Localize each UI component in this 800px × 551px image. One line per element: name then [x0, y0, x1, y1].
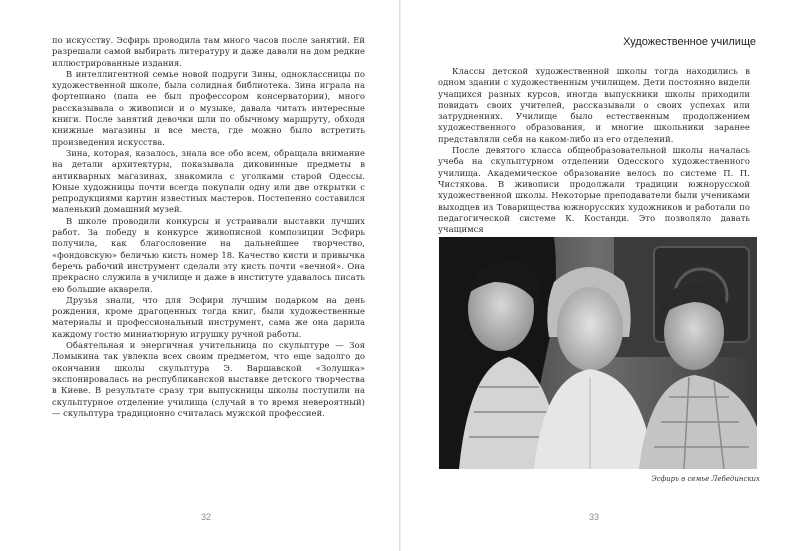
- paragraph: Классы детской художественной школы тогда находились в одном здании с художественным училищем. Дети постоянно видели учащихся разных курсов, иногда выпускники школы приходили повидать своих учителей, рассказывали о своих успехах или затруднениях. Училище было естественным продолжением художественного образования, и многие школьники заранее представляли себя на каком-либо из его отделений.: [438, 66, 750, 144]
- paragraph: Обаятельная и энергичная учительница по скульптуре — Зоя Ломыкина так увлекла всех своим предметом, что еще задолго до окончания школы скульптура Э. Варшавской «Золушка» экспонировалась на республиканской выставке детского творчества в Киеве. В результате сразу три выпускницы школы поступили на скульптурное отделение училища (случай в то время невероятный) — скульптура традиционно считалась мужской профессией.: [52, 340, 365, 418]
- paragraph: Друзья знали, что для Эсфири лучшим подарком на день рождения, кроме драгоценных тогда книг, были художественные материалы и профессиональный инструмент, сама же она дарила каждому гостю миниатюрную игрушку ручной работы.: [52, 294, 365, 339]
- photo-caption: Эсфирь в семье Лебединских: [651, 475, 760, 483]
- right-page-text: [438, 66, 750, 235]
- paragraph: В интеллигентной семье новой подруги Зины, одноклассницы по художественной школе, была солидная библиотека. Зина играла на фортепиано (папа ее был профессором консерватории), много рассказывала о живописи и о музыке, давала читать интересные книги. После занятий девочки шли по обычному маршруту, обходя книжные магазины и все места, где можно было встретить произведения искусства.: [52, 68, 365, 147]
- running-head: Художественное училище: [623, 36, 756, 48]
- page-number: 32: [201, 512, 212, 522]
- left-page-text: [52, 35, 365, 419]
- page-number: 33: [589, 512, 600, 522]
- paragraph: После девятого класса общеобразовательной школы началась учеба на скульптурном отделении Одесского художественного училища. Академическое образование велось по системе П. П. Чистякова. В живописи продолжали традиции южнорусской художественной школы. Некоторые преподаватели были учениками выходцев из Товарищества южнорусских художников и работали по педагогической системе К. Костанди. Это позволяло давать учащимся: [438, 145, 750, 235]
- paragraph: В школе проводили конкурсы и устраивали выставки лучших работ. За победу в конкурсе живописной композиции Эсфирь получила, как благословение на дальнейшее творчество, «фондовскую» беличью кисть номер 18. Качество кисти и привычка беречь рабочий инструмент сделали эту кисть почти «вечной». Она прекрасно служила в училище и даже в институте удавалось писать ею большие акварели.: [52, 215, 365, 294]
- paragraph: Зина, которая, казалось, знала все обо всем, обращала внимание на детали архитектуры, показывала диковинные предметы в антикварных магазинах, знакомила с уголками старой Одессы. Юные художницы почти всегда покупали одну или две открытки с репродукциями картин известных мастеров. Постепенно составился маленький домашний музей.: [52, 147, 365, 215]
- paragraph: по искусству. Эсфирь проводила там много часов после занятий. Ей разрешали самой выбирать литературу и даже давали на дом редкие иллюстрированные издания.: [52, 35, 365, 68]
- family-photo-icon: [439, 237, 757, 469]
- family-photo: [439, 237, 757, 469]
- right-page: [400, 0, 800, 551]
